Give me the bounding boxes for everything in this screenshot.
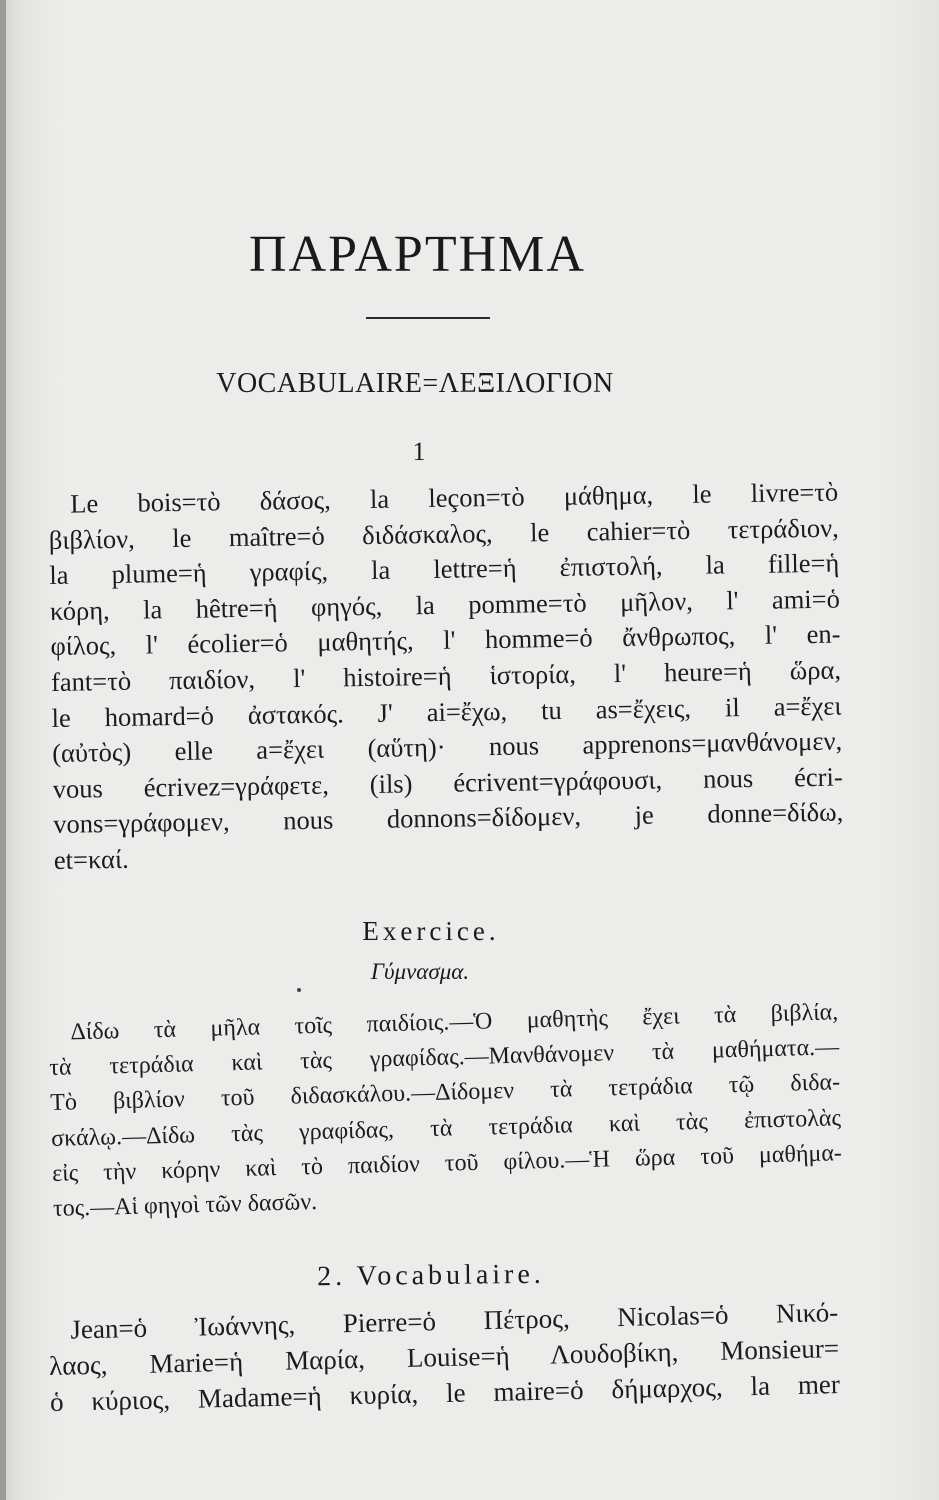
vocab-line: Jean=ὁ Ἰωάννης, Pierre=ὁ Πέτρος, Nicolas=ὁ Νικό- — [70, 1297, 839, 1345]
appendix-title: ΠΑΡΑΡΤΗΜΑ — [249, 226, 586, 283]
vocabulary-paragraph-2 — [48, 1294, 840, 1420]
exercise-line: τὰ τετράδια καὶ τὰς γραφίδας.—Μανθάνομεν τὰ μαθήματα.— — [49, 1034, 840, 1082]
ink-dot — [297, 988, 301, 992]
vocab-line: ὁ κύριος, Madame=ἡ κυρία, le maire=ὁ δήμαρχος, la mer — [49, 1369, 841, 1417]
exercise-line: εἰς τὴν κόρην καὶ τὸ παιδίον τοῦ φίλου.—Ἡ ὥρα τοῦ μαθήμα- — [51, 1140, 843, 1187]
vocab-line: βιβλίον, le maître=ὁ διδάσκαλος, le cahier=τὸ τετράδιον, — [48, 512, 839, 555]
lesson-number: 1 — [412, 437, 426, 466]
section-title: VOCABULAIRE=ΛΕΞΙΛΟΓΙΟΝ — [216, 368, 614, 399]
exercise-line: Τὸ βιβλίον τοῦ διδασκάλου.—Δίδομεν τὰ τετράδια τῷ διδα- — [49, 1069, 841, 1117]
exercise-line: τος.—Αἱ φηγοὶ τῶν δασῶν. — [52, 1189, 318, 1222]
vocab-line: vous écrivez=γράφετε, (ils) écrivent=γράφουσι, nous écri- — [52, 761, 843, 804]
vocab-line: λαος, Marie=ἡ Μαρία, Louise=ἡ Λουδοβίκη, Monsieur= — [48, 1333, 840, 1381]
vocab-line: κόρη, la hêtre=ἡ φηγός, la pomme=τὸ μῆλον, l' ami=ὁ — [49, 583, 841, 626]
gymnasma-heading: Γύμνασμα. — [370, 959, 470, 984]
vocab-line: et=καί. — [53, 843, 129, 875]
vocab-line: Le bois=τὸ δάσος, la leçon=τὸ μάθημα, le livre=τὸ — [70, 476, 839, 519]
vocab-line: fant=τὸ παιδίον, l' histoire=ἡ ἱστορία, l' heure=ἡ ὥρα, — [50, 654, 842, 697]
exercise-heading: Exercice. — [362, 916, 500, 946]
vocab-line: le homard=ὁ ἀστακός. J' ai=ἔχω, tu as=ἔχεις, il a=ἔχει — [51, 690, 842, 733]
vocab-line: (αὐτὸς) elle a=ἔχει (αὕτη)· nous apprenons=μανθάνομεν, — [51, 725, 843, 769]
title-rule — [366, 317, 490, 319]
vocab-line: vons=γράφομεν, nous donnons=δίδομεν, je donne=δίδω, — [53, 796, 844, 840]
vocabulary-2-heading: 2. Vocabulaire. — [316, 1258, 545, 1293]
exercise-line: Δίδω τὰ μῆλα τοῖς παιδίοις.—Ὁ μαθητὴς ἔχει τὰ βιβλία, — [70, 999, 839, 1046]
vocab-line: la plume=ἡ γραφίς, la lettre=ἡ ἐπιστολή, la fille=ἡ — [49, 547, 840, 591]
vocab-line: φίλος, l' écolier=ὁ μαθητής, l' homme=ὁ ἄνθρωπος, l' en- — [50, 618, 841, 662]
exercise-line: σκάλῳ.—Δίδω τὰς γραφίδας, τὰ τετράδια καὶ τὰς ἐπιστολὰς — [50, 1104, 842, 1152]
vocabulary-paragraph-1 — [48, 475, 844, 879]
exercise-paragraph-1 — [48, 995, 843, 1227]
